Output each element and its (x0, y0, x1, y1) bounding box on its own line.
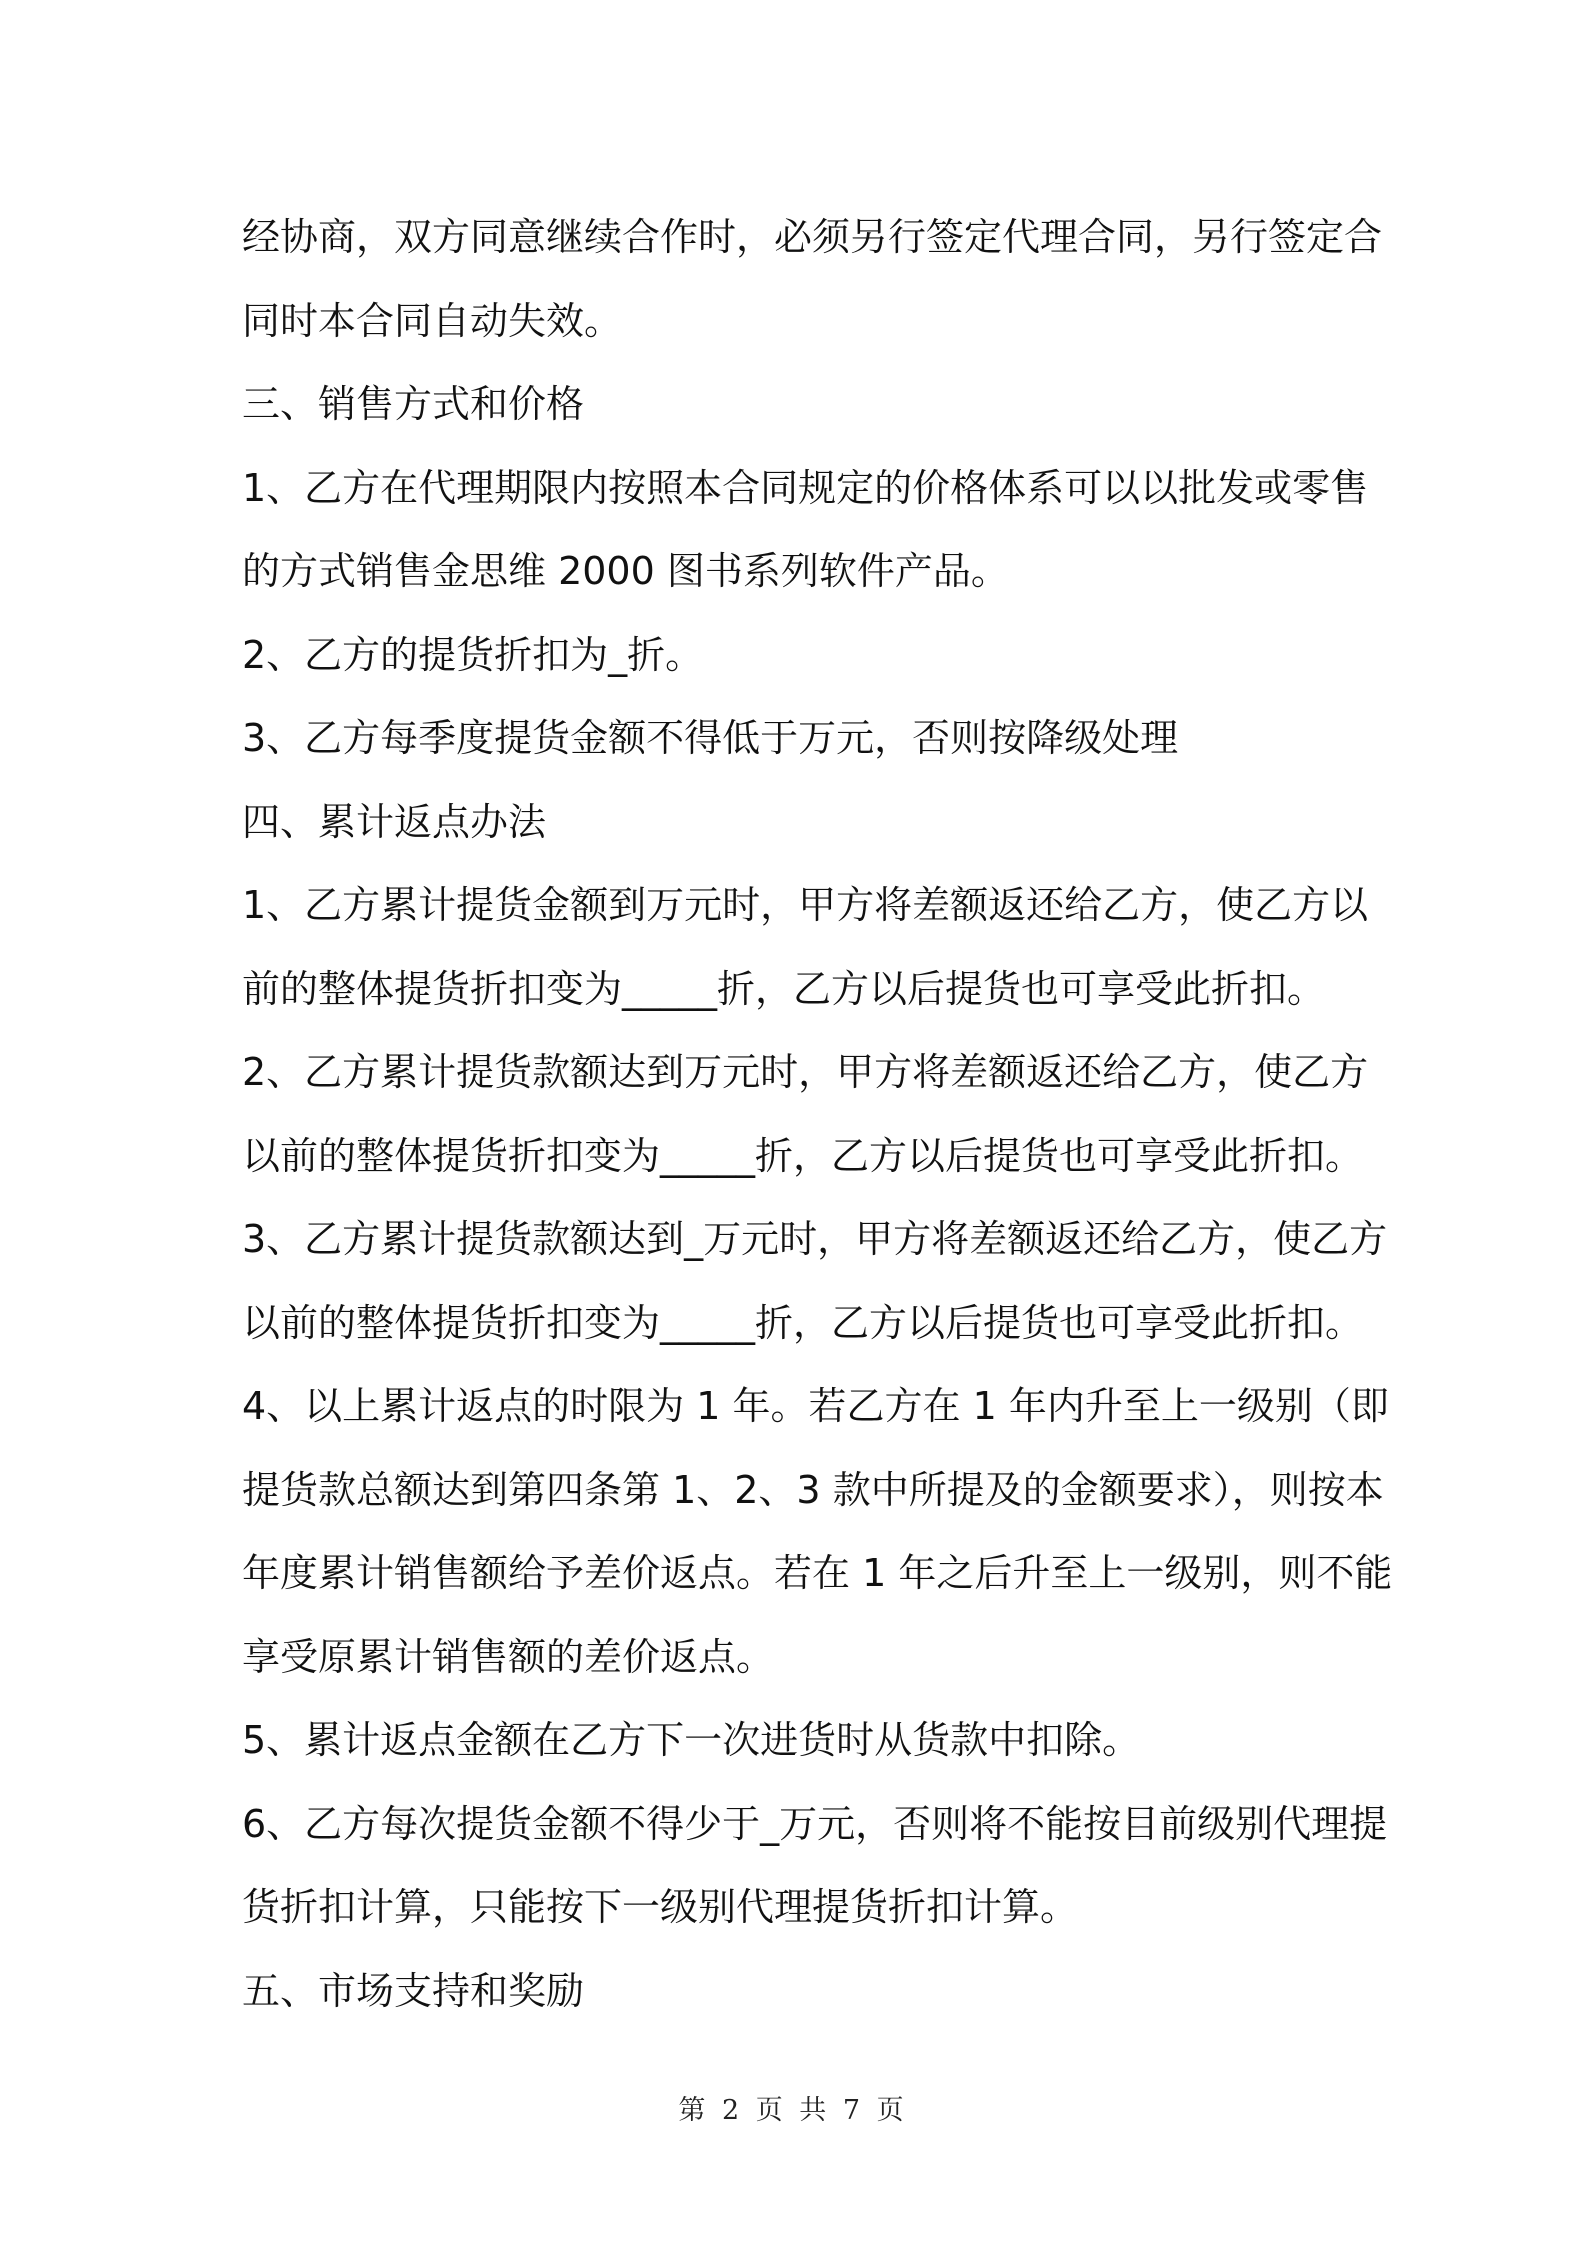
page-number-footer: 第 2 页 共 7 页 (678, 2095, 908, 2126)
text-line: 经协商，双方同意继续合作时，必须另行签定代理合同，另行签定合 (242, 215, 1383, 259)
text-line: 年度累计销售额给予差价返点。若在 1 年之后升至上一级别，则不能 (242, 1551, 1393, 1595)
document-body (242, 196, 1393, 2033)
text-line: 以前的整体提货折扣变为_____折，乙方以后提货也可享受此折扣。 (242, 1133, 1364, 1178)
text-line: 的方式销售金思维 2000 图书系列软件产品。 (242, 549, 1009, 593)
section-heading: 三、销售方式和价格 (242, 382, 585, 426)
text-line: 2、乙方的提货折扣为_折。 (242, 632, 704, 677)
text-line: 提货款总额达到第四条第 1、2、3 款中所提及的金额要求），则按本 (242, 1467, 1384, 1512)
section-heading: 五、市场支持和奖励 (242, 1968, 585, 2013)
text-line: 货折扣计算，只能按下一级别代理提货折扣计算。 (242, 1885, 1079, 1929)
text-line: 前的整体提货折扣变为_____折，乙方以后提货也可享受此折扣。 (242, 966, 1326, 1011)
text-line: 享受原累计销售额的差价返点。 (242, 1634, 775, 1679)
text-line: 5、累计返点金额在乙方下一次进货时从货款中扣除。 (242, 1718, 1141, 1762)
text-line: 1、乙方累计提货金额到万元时，甲方将差额返还给乙方，使乙方以 (242, 883, 1369, 927)
text-line: 以前的整体提货折扣变为_____折，乙方以后提货也可享受此折扣。 (242, 1300, 1364, 1345)
section-heading: 四、累计返点办法 (242, 799, 547, 844)
text-line: 1、乙方在代理期限内按照本合同规定的价格体系可以以批发或零售 (242, 465, 1369, 510)
text-line: 3、乙方每季度提货金额不得低于万元，否则按降级处理 (242, 716, 1179, 760)
text-line: 6、乙方每次提货金额不得少于_万元，否则将不能按目前级别代理提 (242, 1801, 1388, 1846)
text-line: 2、乙方累计提货款额达到万元时，甲方将差额返还给乙方，使乙方 (242, 1050, 1369, 1094)
text-line: 同时本合同自动失效。 (242, 298, 623, 343)
text-line: 3、乙方累计提货款额达到_万元时，甲方将差额返还给乙方，使乙方 (242, 1217, 1388, 1261)
text-line: 4、以上累计返点的时限为 1 年。若乙方在 1 年内升至上一级别（即 (242, 1384, 1389, 1428)
